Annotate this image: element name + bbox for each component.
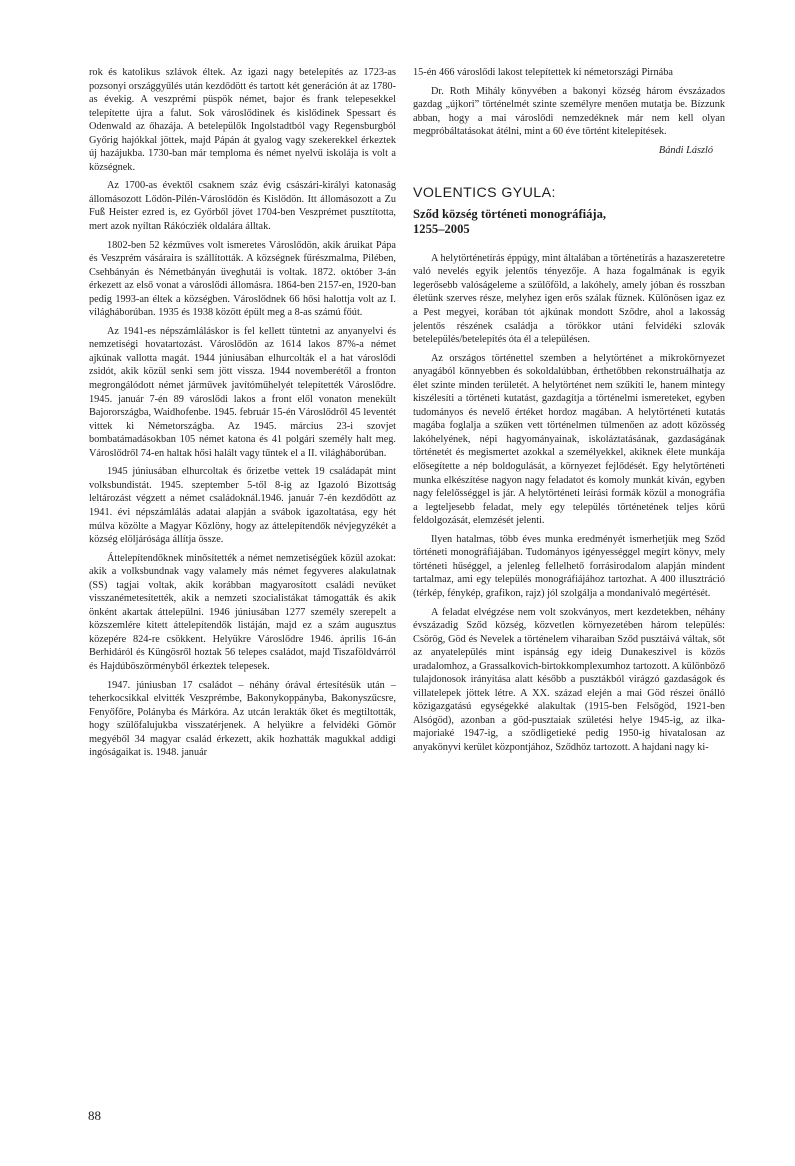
page-number: 88: [88, 1108, 101, 1123]
paragraph: A helytörténetírás éppúgy, mint általában a történetírás a hazaszeretetre való nevelés egyik jelentős tényezője. A haza fogalmának is egyik legerősebb valóságeleme a szülőföld, a lakóhely, amely jóban és rosszban életünk szerves része, melyhez igen erős szálak fűznek. Különösen igaz ez a Pest megyei, korában tót ajkúnak mondott Sződre, ahol a lakosság jelentős részének családja a törökkor utáni felvidéki szlovák betelepülés/betelepítés óta él a településen.: [413, 252, 725, 346]
paragraph: Ilyen hatalmas, több éves munka eredményét ismerhetjük meg Sződ történeti monográfiájában. Tudományos igényességgel megírt könyv, mely történeti hűséggel, a jelenleg fellelhető forrásirodalom alapján mindent tartalmaz, ami egy település monográfiájához tartozhat. A 400 illusztráció (térkép, fénykép, grafikon, rajz) jól szolgálja a mondanivaló megértését.: [413, 533, 725, 599]
paragraph: rok és katolikus szlávok éltek. Az igazi nagy betelepítés az 1723-as pozsonyi országgyűlés után kezdődött és tartott két generáción át az 1780-as évekig. A veszprémi püspök német, bajor és frank telepesekkel telepítette újra a falut. Sok városlődinek és kislődinek Spessart és Odenwald az őhazája. A betelepülők Ingolstadtból vagy Regensburgból Győrig hajókkal jöttek, majd Pápán át gyalog vagy szekerekkel érkeztek új hazájukba. 1730-ban már temploma és német nyelvű iskolája is volt a községnek.: [89, 67, 396, 173]
paragraph: 1802-ben 52 kézműves volt ismeretes Városlődön, akik áruikat Pápa és Veszprém vásáraira is szállították. A községnek fűrészmalma, Pilében, Csehbányán és Németbányán üveghutái is voltak. 1872. október 3-án érkezett az első vonat a városlődi állomásra. 1864-ben 2157-en, 1920-ban pedig 1993-an éltek a községben. Városlődnek 66 hősi halottja volt az I. világháborúban. 1935 és 1938 között épült meg a 8-as számú főút.: [89, 239, 396, 319]
paragraph: 15-én 466 városlődi lakost telepítettek ki németországi Pirnába: [413, 67, 673, 78]
signature: Bándi László: [658, 144, 713, 156]
paragraph: Dr. Roth Mihály könyvében a bakonyi község három évszázados gazdag „újkori” történelmét szinte személyre menően mutatja be. Bízzunk abban, hogy a mai városlődi nemzedéknek már nem kell olyan megpróbáltatásokat átélni, mint a 60 éve történt kitelepítések.: [413, 85, 725, 138]
article-author: VOLENTICS GYULA:: [413, 185, 556, 202]
paragraph: Az országos történettel szemben a helytörténet a mikrokörnyezet anyagából könnyebben és sokoldalúbban, érthetőbben rekonstruálhatja az élet szinte minden területét. A helytörténet nem szűkíti le, hanem mintegy kiszélesíti a történeti kutatást, gazdagítja a történelmi ismereteket, egyben tudományos és nevelő értéket hordoz magában. A helytörténeti kutatás magába foglalja a szűken vett történelmen túlmenően az adott közösség lakóhelyének, népi hagyományainak, iskoláztatásának, gazdaságának történetét és megismertet azokkal a személyekkel, akiknek élete munkája elősegítette a nép boldogulását, a környezet fejlődését. Egy helytörténeti munka elkészítése nagyon nagy feladatot és komoly munkát kíván, egyben nagy felelősséggel is jár. A helytörténeti leírási formák közül a monográfia a legteljesebb feladat, mely egy település történetének teljes körű feldolgozását, elemzését jelenti.: [413, 352, 725, 527]
article-title-line: 1255–2005: [413, 222, 470, 237]
article-title-line: Sződ község történeti monográfiája,: [413, 206, 607, 221]
left-column: [89, 66, 396, 765]
paragraph: Az 1941-es népszámláláskor is fel kellett tüntetni az anyanyelvi és nemzetiségi hovatartozást. Városlődön az 1614 lakos 87%-a német ajkúnak vallotta magát. 1944 júniusában elhurcolták el a hat városlődi zsidót, akik közül senki sem jött vissza. 1944 novemberétől a fronton megrongálódott német járművek javítóműhelyét telepítették Városlődre. 1945. január 7-én 89 városlődi lakos a front elől vonaton menekült Bajorországba, Waidhofenbe. 1945. február 15-én Városlődről 45 leventét vittek ki Németországba. Az 1945. március 23-i szovjet bombatámadásokban 105 német katona és 41 polgári személy halt meg. Városlődről 74-en haltak hősi halált vagy tűntek el a II. világháborúban.: [89, 325, 396, 459]
paragraph: A feladat elvégzése nem volt szokványos, mert kezdetekben, néhány évszázadig Sződ község, közvetlen környezetében három település: Csörög, Göd és Nevelek a történelem viharaiban Sződ pusztáivá váltak, sőt az anyatelepülés mint ispánság egy ideig Dunakeszivel is közös uradalomhoz, a Grassalkovich-birtokkomplexumhoz tartozott. A különböző tulajdonosok irányítása alatt később a pusztákból virágzó gazdaságok és villatelepek jöttek létre. A XX. század elején a mai Göd részei önálló közigazgatású egységekké alakultak (1915-ben Felsőgöd, 1921-ben Alsógöd), azonban a göd-pusztaiak születési helye 1945-ig, az ilka-majoriaké 1947-ig, a sződligetieké pedig 1950-ig hivatalosan az anyakönyvi kerület központjához, Sződhöz tartozott. A hajdani nagy ki-: [413, 606, 725, 753]
paragraph: Az 1700-as évektől csaknem száz évig császári-királyi katonaság állomásozott Lődön-Pilén-Városlődön és Kislődön. Itt állomásozott a Zu Fuß Heister ezred is, ez Győrből jövet 1704-ben Veszprémet pusztította, mert azok nyíltan Rákócziék oldalára álltak.: [89, 180, 396, 233]
paragraph: 1947. júniusban 17 családot – néhány órával értesítésük után – teherkocsikkal elvitték Veszprémbe, Bakonykoppányba, Bakonyszűcsre, Fenyőfőre, Polányba és Márkóra. Az utcán lerakták őket és megtiltották, hogy szülőfalujukba visszatérjenek. A helyükre a felvidéki Gömör megyéből 34 magyar család érkezett, akik hozhatták magukkal addigi ingóságaikat is. 1948. január: [89, 679, 396, 759]
right-column: [413, 66, 725, 760]
article-title: [413, 207, 725, 238]
paragraph: 1945 júniusában elhurcoltak és őrizetbe vettek 19 családapát mint volksbundistát. 1945. szeptember 5-től 8-ig az Igazoló Bizottság leltározást végzett a német családoknál.1946. január 7-én kezdődött az 1941. évi népszámlálás adatai alapján a svábok igazoltatása, egy hét múlva közölte a Magyar Közlöny, hogy az áttelepítendők névjegyzékét a község elöljárósága állítja össze.: [89, 466, 396, 546]
paragraph: Áttelepítendőknek minősítették a német nemzetiségűek közül azokat: akik a volksbundnak vagy valamely más német fegyveres alakulatnak (SS) tagjai voltak, akik korábban magyarosított családi nevüket visszanémetesítették, akik a nemzeti szocialistákat támogatták és akik önként akartak áttelepülni. 1946 júniusában 1277 személy szerepelt a közszemlére kitett áttelepítendők listáján, majd ez a szám augusztus közepére 824-re csökkent. Helyükre Városlődre 1946. április 16-án Berhidáról és Küngösről hoztak 56 telepes családot, majd Tiszaföldvárról és Hajdúböszörményből érkeztek telepesek.: [89, 552, 396, 672]
